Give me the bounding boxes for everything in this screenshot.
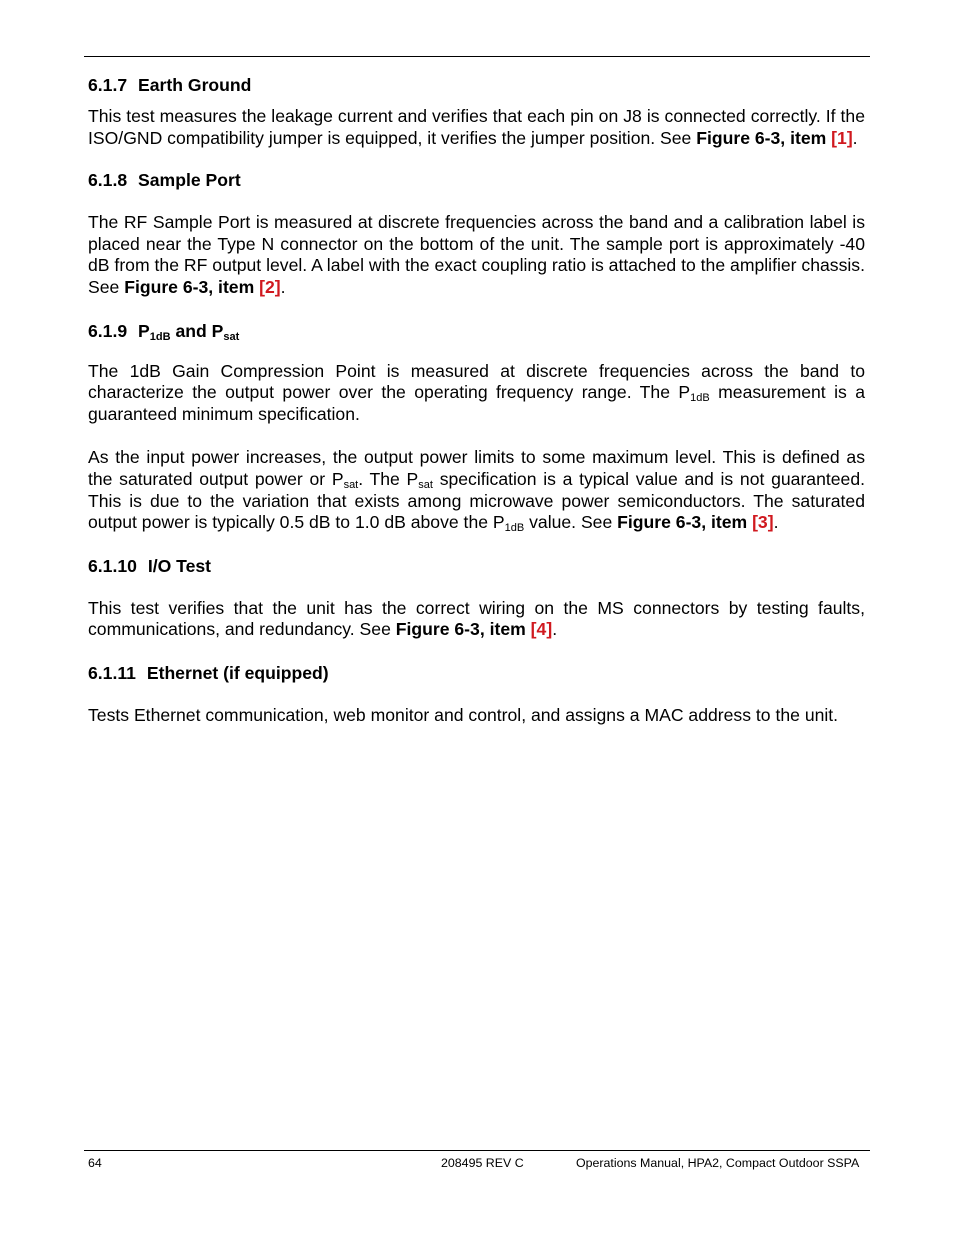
earth-ground-paragraph: This test measures the leakage current and verifies that each pin on J8 is connected correctly. If the ISO/GND compatibility jumper is equipped, it verifies the jumper position. See Figure 6-3, item [1]. [88,106,865,148]
figure-reference[interactable]: Figure 6-3, item [617,512,748,533]
figure-reference[interactable]: Figure 6-3, item [696,127,827,148]
p1db-paragraph: The 1dB Gain Compression Point is measured at discrete frequencies across the band to characterize the output power over the operating frequency range. The $P_{1dB}$ measurement is a guaranteed minimum specification. [88,360,865,424]
section-heading-p1db-psat: 6.1.9 $P_{1dB}$ and $P_{sat}$ [88,320,240,343]
section-heading-earth-ground: 6.1.7 Earth Ground [88,75,252,95]
header-rule [84,56,870,57]
io-test-paragraph: This test verifies that the unit has the correct wiring on the MS connectors by testing faults, communications, and redundancy. See Figure 6-3, item [4]. [88,597,865,640]
figure-item-ref[interactable]: [1] [831,127,853,148]
footer-doc-number: 208495 REV C [441,1156,524,1170]
figure-item-ref[interactable]: [3] [752,512,774,533]
section-heading-sample-port: 6.1.8 Sample Port [88,170,241,191]
footer-rule [84,1150,870,1151]
figure-item-ref[interactable]: [2] [259,276,281,297]
psat-paragraph: As the input power increases, the output power limits to some maximum level. This is defined as the saturated output power or $P_{sat}$. The $P_{sat}$ specification is a typical value and is not guaranteed. This is due to the variation that exists among microwave power semiconductors. The saturated output power is typically 0.5 dB to 1.0 dB above the $P_{1dB}$ value. See Figure 6-3, item [3]. [88,447,866,535]
footer-page-number: 64 [88,1156,102,1170]
sample-port-paragraph: The RF Sample Port is measured at discrete frequencies across the band and a calibration label is placed near the Type N connector on the bottom of the unit. The sample port is approximately -40 dB from the RF output level. A label with the exact coupling ratio is attached to the amplifier chassis. See Figure 6-3, item [2]. [88,212,865,297]
page-body [88,74,865,727]
section-heading-io-test: 6.1.10 I/O Test [88,555,212,576]
figure-reference[interactable]: Figure 6-3, item [395,619,526,640]
section-heading-ethernet: 6.1.11 Ethernet (if equipped) [88,662,329,683]
footer-doc-title: Operations Manual, HPA2, Compact Outdoor SSPA [576,1156,860,1170]
figure-reference[interactable]: Figure 6-3, item [124,276,255,297]
ethernet-paragraph: Tests Ethernet communication, web monitor and control, and assigns a MAC address to the unit. [88,704,839,725]
figure-item-ref[interactable]: [4] [530,619,553,640]
